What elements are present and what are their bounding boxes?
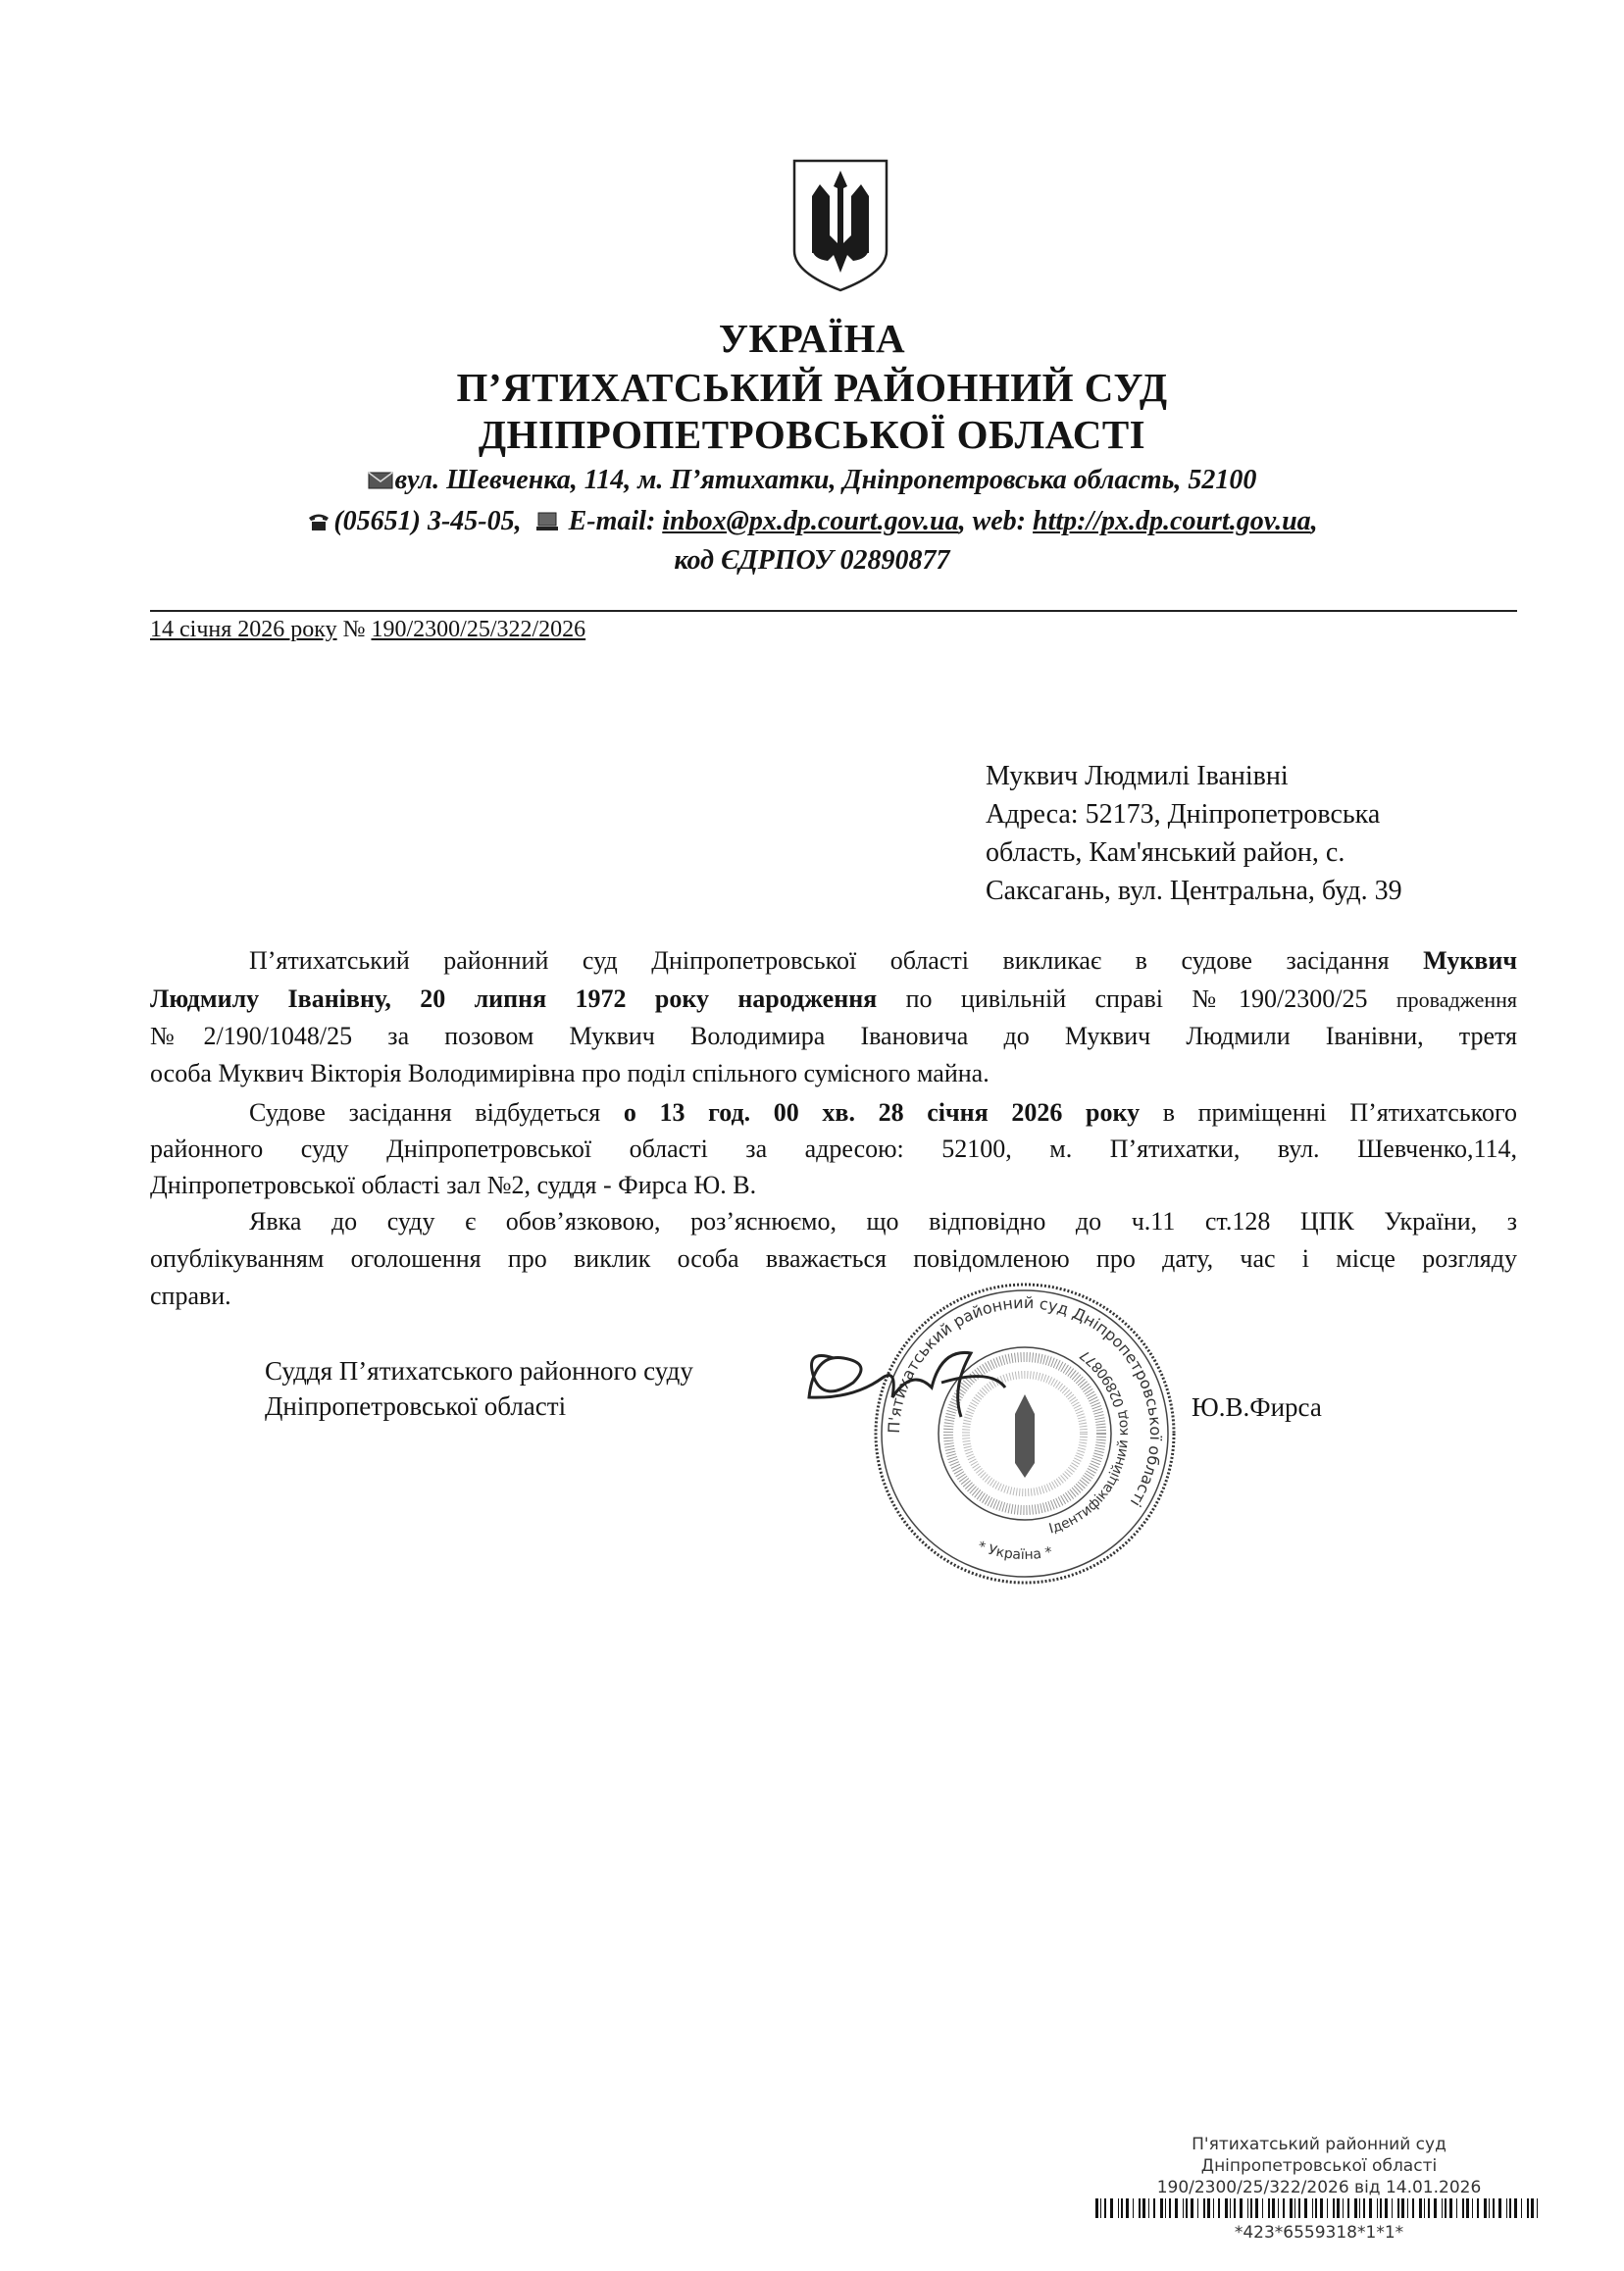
barcode-bar: [1359, 2198, 1360, 2218]
barcode-bar: [1139, 2198, 1141, 2218]
barcode-bar: [1169, 2198, 1171, 2218]
barcode-bar: [1412, 2198, 1414, 2218]
outgoing-reference: [150, 615, 585, 644]
registration-footer: [1089, 2134, 1549, 2242]
barcode-bar: [1531, 2198, 1534, 2218]
barcode-bar: [1407, 2198, 1408, 2218]
barcode-bar: [1250, 2198, 1252, 2218]
barcode-bar: [1268, 2198, 1270, 2218]
barcode-bar: [1160, 2198, 1163, 2218]
court-address-line: [0, 461, 1624, 500]
barcode-bar: [1298, 2198, 1300, 2218]
barcode-bar: [1354, 2198, 1357, 2218]
barcode-bar: [1434, 2198, 1437, 2218]
paragraph-line: П’ятихатський районний суд Дніпропетровської області викликає в судове засідання Муквич: [249, 946, 1517, 975]
barcode-bar: [1419, 2198, 1422, 2218]
barcode-bar: [1294, 2198, 1295, 2218]
barcode-bar: [1333, 2198, 1335, 2218]
barcode-bar: [1315, 2198, 1317, 2218]
court-contacts-line: (05651) 3-45-05, E-mail: inbox@px.dp.court.gov.ua, web: http://px.dp.court.gov.ua,: [0, 502, 1624, 541]
stamp-inner-text: Ідентифікаційний код 02890877: [1046, 1345, 1133, 1538]
judge-title-line: Суддя П’ятихатського районного суду: [265, 1356, 693, 1386]
judge-title-line: Дніпропетровської області: [265, 1391, 567, 1421]
computer-icon: [534, 512, 560, 531]
paragraph-line: Судове засідання відбудеться о 13 год. 00 хв. 28 січня 2026 року в приміщенні П’ятихатського: [249, 1098, 1517, 1127]
barcode-bar: [1191, 2198, 1193, 2218]
barcode-bar: [1377, 2198, 1378, 2218]
court-name-line1: П’ЯТИХАТСЬКИЙ РАЙОННИЙ СУД: [456, 365, 1168, 410]
barcode-bar: [1312, 2198, 1313, 2218]
addressee-address-line: область, Кам'янський район, с.: [986, 837, 1345, 868]
paragraph-line: Дніпропетровської області зал №2, суддя - Фирса Ю. В.: [150, 1171, 757, 1199]
barcode-bar: [1262, 2198, 1263, 2218]
barcode-bar: [1392, 2198, 1393, 2218]
barcode-bar: [1428, 2198, 1430, 2218]
paragraph-line: особа Муквич Вікторія Володимирівна про поділ спільного сумісного майна.: [150, 1059, 990, 1087]
barcode-bar: [1197, 2198, 1198, 2218]
paragraph-line: Явка до суду є обов’язковою, роз’яснюємо, що відповідно до ч.11 ст.128 ЦПК України, з: [249, 1207, 1517, 1236]
web-label: web:: [972, 506, 1027, 536]
barcode-bar: [1118, 2198, 1119, 2218]
barcode-bar: [1186, 2198, 1188, 2218]
barcode-bar: [1272, 2198, 1275, 2218]
barcode-bar: [1213, 2198, 1214, 2218]
email-label: E-mail:: [568, 506, 656, 536]
barcode-bar: [1484, 2198, 1487, 2218]
barcode-bar: [1498, 2198, 1501, 2218]
outgoing-number: 190/2300/25/322/2026: [371, 617, 586, 642]
barcode-bar: [1278, 2198, 1279, 2218]
country-title: УКРАЇНА: [718, 316, 906, 361]
outgoing-date: 14 січня 2026 року: [150, 617, 337, 642]
barcode-bar: [1142, 2198, 1145, 2218]
paragraph-line: №2/190/1048/25 за позовом Муквич Володимира Івановича до Муквич Людмили Іванівни, третя: [150, 1022, 1517, 1050]
barcode-bar: [1489, 2198, 1490, 2218]
barcode-bar: [1183, 2198, 1184, 2218]
paragraph-line: справи.: [150, 1282, 231, 1310]
barcode-bar: [1133, 2198, 1134, 2218]
number-sign: №: [342, 617, 366, 642]
barcode-bar: [1240, 2198, 1243, 2218]
stamp-outer-text: П'ятихатський районний суд Дніпропетровської області: [884, 1292, 1166, 1511]
barcode-bar: [1449, 2198, 1452, 2218]
barcode-bar: [1397, 2198, 1399, 2218]
barcode-bar: [1110, 2198, 1113, 2218]
barcode-bar: [1255, 2198, 1258, 2218]
court-phone: (05651) 3-45-05,: [333, 506, 522, 536]
court-name-line2: ДНІПРОПЕТРОВСЬКОЇ ОБЛАСТІ: [478, 412, 1146, 457]
barcode-bar: [1493, 2198, 1495, 2218]
barcode-bar: [1126, 2198, 1129, 2218]
barcode-bar: [1445, 2198, 1446, 2218]
barcode-bar: [1456, 2198, 1457, 2218]
barcode-bar: [1466, 2198, 1469, 2218]
barcode-bar: [1363, 2198, 1365, 2218]
email-link[interactable]: inbox@px.dp.court.gov.ua: [662, 506, 959, 536]
barcode-bar: [1234, 2198, 1236, 2218]
barcode-bar: [1462, 2198, 1464, 2218]
barcode-bar: [1537, 2198, 1538, 2218]
barcode-bar: [1527, 2198, 1529, 2218]
barcode-bar: [1153, 2198, 1155, 2218]
envelope-icon: [368, 471, 393, 490]
barcode-bar: [1207, 2198, 1210, 2218]
barcode-bar: [1477, 2198, 1479, 2218]
barcode-bar: [1506, 2198, 1507, 2218]
footer-registration-number: 190/2300/25/322/2026 від 14.01.2026: [1156, 2178, 1482, 2197]
court-address: вул. Шевченка, 114, м. П’ятихатки, Дніпропетровська область, 52100: [394, 465, 1257, 495]
barcode-bar: [1247, 2198, 1248, 2218]
barcode-bar: [1304, 2198, 1307, 2218]
barcode-bar: [1509, 2198, 1511, 2218]
paragraph-line: опублікуванням оголошення про виклик особа вважається повідомленою про дату, час і місце розгляду: [150, 1244, 1517, 1273]
paragraph-line: районного суду Дніпропетровської області за адресою: 52100, м. П’ятихатки, вул. Шевченко,114,: [150, 1135, 1517, 1163]
addressee-block: [986, 757, 1402, 910]
barcode-bar: [1327, 2198, 1328, 2218]
barcode-bar: [1369, 2198, 1372, 2218]
barcode-text: *423*6559318*1*1*: [1234, 2223, 1404, 2243]
barcode-bar: [1343, 2198, 1344, 2218]
barcode-bar: [1225, 2198, 1228, 2218]
barcode-bar: [1283, 2198, 1285, 2218]
addressee-address-line: Адреса: 52173, Дніпропетровська: [986, 799, 1381, 830]
barcode-bar: [1401, 2198, 1404, 2218]
defendant-name-dob: Людмилу Іванівну, 20 липня 1972 року народження: [150, 984, 878, 1013]
addressee-address-line: Саксагань, вул. Центральна, буд. 39: [986, 876, 1402, 906]
barcode-bar: [1100, 2198, 1101, 2218]
barcode-bar: [1095, 2198, 1098, 2218]
barcode-bar: [1175, 2198, 1178, 2218]
judge-title: [265, 1353, 693, 1424]
court-edrpou: код ЄДРПОУ 02890877: [674, 545, 950, 576]
barcode-bar: [1514, 2198, 1517, 2218]
barcode-bar: [1442, 2198, 1443, 2218]
barcode-bar: [1165, 2198, 1166, 2218]
judge-name: Ю.В.Фирса: [1192, 1392, 1322, 1422]
barcode-bar: [1347, 2198, 1349, 2218]
barcode-bar: [1472, 2198, 1473, 2218]
handwritten-signature: [794, 1329, 1049, 1437]
barcode-bar: [1521, 2198, 1522, 2218]
barcode-bar: [1424, 2198, 1425, 2218]
barcode-bar: [1148, 2198, 1149, 2218]
barcode-bar: [1203, 2198, 1205, 2218]
addressee-name: Муквич Людмилі Іванівні: [986, 761, 1289, 791]
barcode-bar: [1218, 2198, 1220, 2218]
web-link[interactable]: http://px.dp.court.gov.ua: [1033, 506, 1311, 536]
coat-of-arms-emblem: [790, 157, 890, 294]
stamp-bottom-text: * Україна *: [975, 1539, 1054, 1564]
barcode: [1093, 2198, 1545, 2218]
barcode-bar: [1230, 2198, 1231, 2218]
barcode-bar: [1385, 2198, 1388, 2218]
footer-court-region: Дніпропетровської області: [1200, 2156, 1438, 2176]
hearing-datetime: о 13 год. 00 хв. 28 січня 2026 року: [623, 1098, 1141, 1127]
barcode-bar: [1380, 2198, 1382, 2218]
barcode-bar: [1121, 2198, 1123, 2218]
barcode-bar: [1104, 2198, 1106, 2218]
barcode-bar: [1320, 2198, 1323, 2218]
paragraph-line: Людмилу Іванівну, 20 липня 1972 року народження по цивільній справі №190/2300/25 провадження: [150, 984, 1518, 1013]
defendant-surname: Муквич: [1423, 946, 1517, 975]
header-divider: [150, 610, 1517, 612]
footer-court-name: П'ятихатський районний суд: [1192, 2135, 1446, 2154]
phone-icon: [306, 512, 331, 531]
barcode-bar: [1337, 2198, 1340, 2218]
barcode-bar: [1290, 2198, 1293, 2218]
